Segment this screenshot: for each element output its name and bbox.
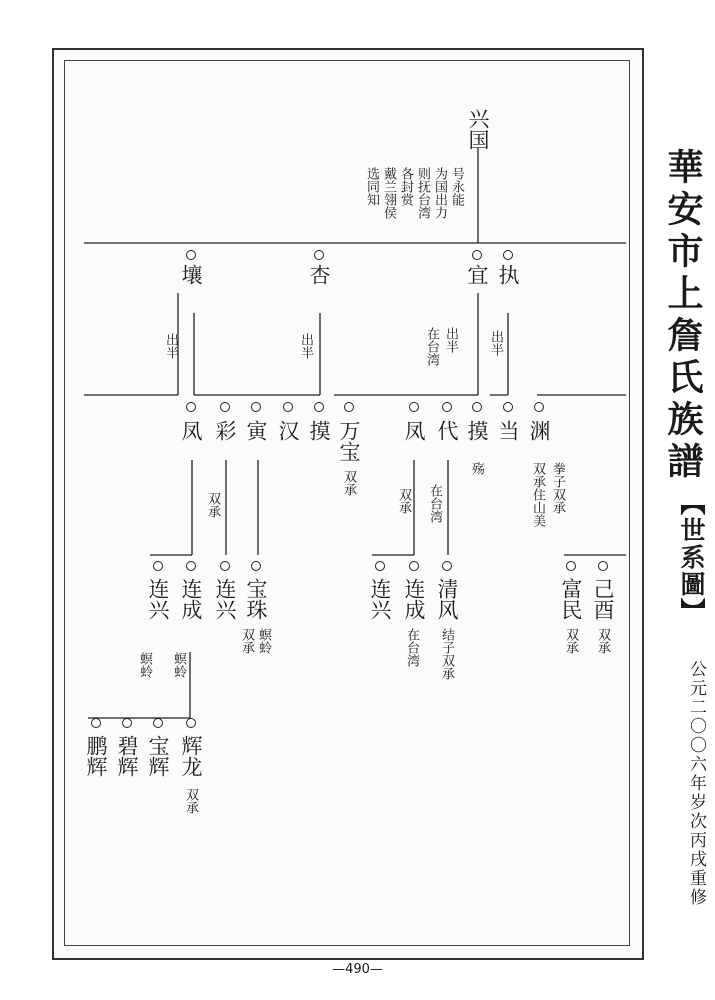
note-shuangcheng: 双承: [563, 628, 578, 654]
note-line: 为国出力: [432, 167, 447, 219]
node-marker-icon: [220, 402, 230, 412]
node-marker-icon: [598, 561, 608, 571]
node-marker-icon: [220, 561, 230, 571]
revision-date: 公元二〇〇六年岁次丙戌重修: [686, 660, 706, 907]
node-marker-icon: [409, 402, 419, 412]
node-marker-icon: [186, 561, 196, 571]
note-line: 各封赏: [398, 167, 413, 206]
book-title: 華安市上詹氏族譜: [662, 148, 704, 484]
person-rang: 壤: [179, 264, 203, 285]
node-marker-icon: [442, 402, 452, 412]
note-chuban: 出半: [443, 327, 458, 353]
note-shuangcheng: 双承: [239, 628, 254, 654]
note-shuangcheng: 双承: [595, 628, 610, 654]
note-minglin: 螟蛉: [137, 652, 152, 678]
person-wanbao: 万宝: [337, 420, 361, 462]
node-marker-icon: [503, 250, 513, 260]
node-marker-icon: [186, 718, 196, 728]
person-yuan: 渊: [527, 420, 551, 441]
node-marker-icon: [472, 250, 482, 260]
note-line: 号永能: [449, 167, 464, 206]
person-baozhu: 宝珠: [244, 578, 268, 620]
node-marker-icon: [375, 561, 385, 571]
node-marker-icon: [566, 561, 576, 571]
node-marker-icon: [91, 718, 101, 728]
person-xingguo: 兴国: [466, 108, 490, 150]
node-marker-icon: [186, 250, 196, 260]
page-number: —490—: [332, 962, 383, 977]
note-shuangcheng: 双承: [183, 788, 198, 814]
node-marker-icon: [409, 561, 419, 571]
node-marker-icon: [153, 561, 163, 571]
note-yuan: 拳子双承: [550, 462, 565, 514]
person-qingfeng: 清风: [435, 578, 459, 620]
person-mo-2: 摸: [465, 420, 489, 441]
person-dang: 当: [496, 420, 520, 441]
person-zhi: 执: [496, 264, 520, 285]
note-line: 选同知: [364, 167, 379, 206]
person-feng-2: 凤: [402, 420, 426, 441]
note-minglin: 螟蛉: [171, 652, 186, 678]
note-zaitaiwan: 在台湾: [404, 628, 419, 667]
node-marker-icon: [472, 402, 482, 412]
person-yi: 宜: [465, 264, 489, 285]
section-subtitle: 【世系圖】: [677, 490, 706, 625]
note-zaitaiwan: 在台湾: [424, 327, 439, 366]
note-shuangcheng: 双承: [341, 470, 356, 496]
person-lianxing-3: 连兴: [368, 578, 392, 620]
node-marker-icon: [251, 402, 261, 412]
note-zaitaiwan: 在台湾: [427, 484, 442, 523]
note-chuban: 出半: [488, 330, 503, 356]
note-line: 则抚台湾: [415, 167, 430, 219]
person-mo: 摸: [307, 420, 331, 441]
person-bihui: 碧辉: [115, 735, 139, 777]
person-liancheng: 连成: [179, 578, 203, 620]
note-qingfeng: 结子双承: [439, 628, 454, 680]
note-dang: 双承住山美: [530, 462, 545, 527]
person-jiyou: 己酉: [591, 578, 615, 620]
person-liancheng-2: 连成: [402, 578, 426, 620]
note-shang: 殇: [469, 462, 484, 475]
node-marker-icon: [534, 402, 544, 412]
person-huilong: 辉龙: [179, 735, 203, 777]
person-yin: 寅: [244, 420, 268, 441]
node-marker-icon: [283, 402, 293, 412]
node-marker-icon: [153, 718, 163, 728]
person-lianxing-2: 连兴: [213, 578, 237, 620]
node-marker-icon: [503, 402, 513, 412]
node-marker-icon: [122, 718, 132, 728]
person-xing: 杏: [307, 264, 331, 285]
node-marker-icon: [251, 561, 261, 571]
node-marker-icon: [442, 561, 452, 571]
node-marker-icon: [314, 402, 324, 412]
person-dai: 代: [435, 420, 459, 441]
node-marker-icon: [186, 402, 196, 412]
note-chuban: 出半: [163, 333, 178, 359]
note-minglin: 螟蛉: [256, 628, 271, 654]
note-shuangcheng: 双承: [396, 488, 411, 514]
person-feng: 凤: [179, 420, 203, 441]
node-marker-icon: [314, 250, 324, 260]
note-shuangcheng: 双承: [205, 492, 220, 518]
node-marker-icon: [344, 402, 354, 412]
person-baohui: 宝辉: [146, 735, 170, 777]
note-chuban: 出半: [298, 333, 313, 359]
person-cai: 彩: [213, 420, 237, 441]
person-fumin: 富民: [559, 578, 583, 620]
note-line: 戴兰翎侯: [381, 167, 396, 219]
person-penghui: 鹏辉: [84, 735, 108, 777]
person-han: 汉: [276, 420, 300, 441]
person-lianxing: 连兴: [146, 578, 170, 620]
